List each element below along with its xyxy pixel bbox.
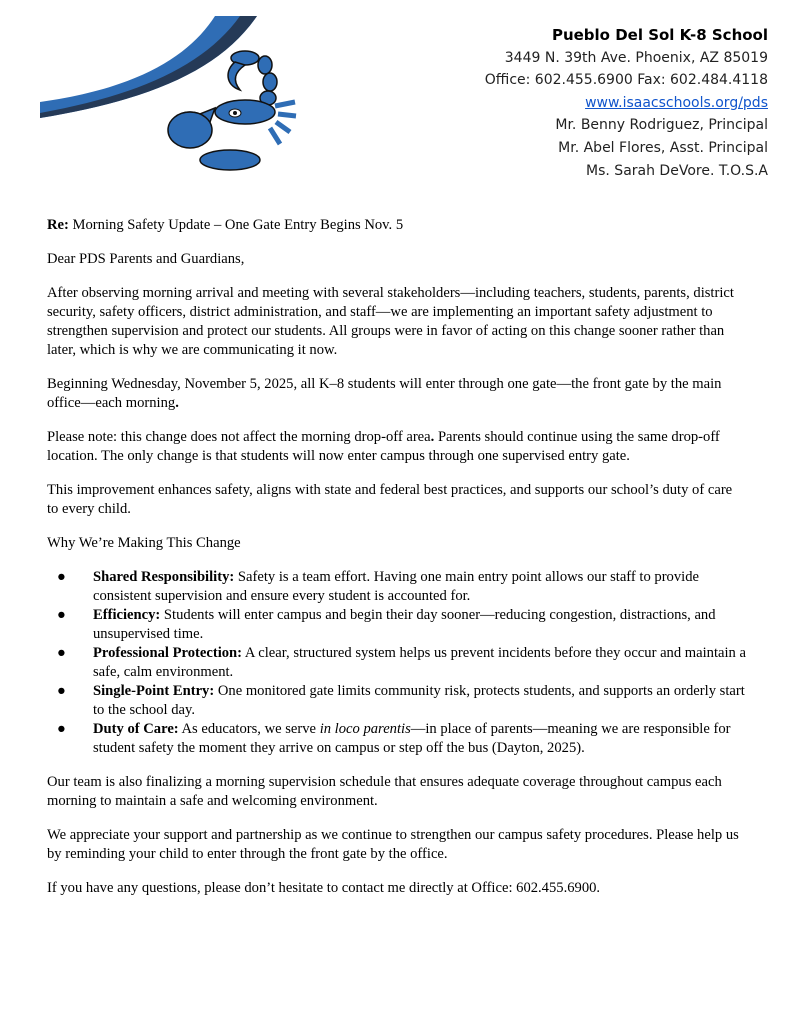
list-item [47, 644, 747, 682]
assistant-principal: Mr. Abel Flores, Asst. Principal [558, 139, 768, 156]
p2-end: . [175, 395, 179, 411]
p3-dot: . [430, 429, 435, 445]
bullet-icon: ● [57, 607, 66, 623]
bullet-title: Duty of Care: [93, 721, 179, 737]
bullet-text: As educators, we serve [178, 721, 320, 737]
tosa: Ms. Sarah DeVore. T.O.S.A [586, 162, 768, 179]
bullet-icon: ● [57, 645, 66, 661]
greeting: Dear PDS Parents and Guardians, [47, 251, 245, 267]
principal: Mr. Benny Rodriguez, Principal [555, 117, 768, 134]
bullet-text: Safety is a team effort. Having one main entry point allows our staff to provide consistent supervision and ensure every student is accounted for. [93, 569, 699, 604]
p2-text: Beginning Wednesday, November 5, 2025, all K–8 students will enter through one gate—the front gate by the main office—each morning [47, 376, 722, 411]
school-address: 3449 N. 39th Ave. Phoenix, AZ 85019 [504, 49, 768, 66]
paragraph-6: We appreciate your support and partnership as we continue to strengthen our campus safety procedures. Please help us by reminding your child to enter through the front gate by the office. [47, 827, 739, 862]
bullet-title: Single-Point Entry: [93, 683, 215, 699]
bullet-title: Efficiency: [93, 607, 161, 623]
list-item [47, 720, 747, 758]
bullet-text: A clear, structured system helps us prevent incidents before they occur and maintain a safe, calm environment. [93, 645, 746, 680]
bullet-title: Professional Protection: [93, 645, 243, 661]
p3-b: Parents should continue using the same drop-off location. The only change is that students will now enter campus through one supervised entry gate. [47, 429, 720, 464]
school-phone-fax: Office: 602.455.6900 Fax: 602.484.4118 [484, 72, 768, 89]
list-item [47, 606, 747, 644]
list-item [47, 682, 747, 720]
re-label: Re: [47, 217, 69, 233]
school-name: Pueblo Del Sol K-8 School [551, 26, 768, 44]
reasons-list [47, 568, 747, 758]
letter-body [47, 216, 747, 913]
school-logo-scorpion [40, 10, 300, 180]
paragraph-7: If you have any questions, please don’t hesitate to contact me directly at Office: 602.455.6900. [47, 880, 601, 896]
paragraph-1: After observing morning arrival and meeting with several stakeholders—including teachers, students, parents, district security, safety officers, district administration, and staff—we are implementing an important safety adjustment to strengthen supervision and protect our students. All groups were in favor of acting on this change sooner rather than later, which is why we are communicating it now. [47, 285, 734, 358]
list-item [47, 568, 747, 606]
paragraph-2 [47, 375, 747, 413]
bullet-icon: ● [57, 721, 66, 737]
school-website-link[interactable]: www.isaacschools.org/pds [585, 94, 768, 111]
paragraph-3 [47, 428, 747, 466]
school-header [485, 24, 768, 182]
bullet-title: Shared Responsibility: [93, 569, 235, 585]
paragraph-4: This improvement enhances safety, aligns with state and federal best practices, and supports our school’s duty of care to every child. [47, 482, 733, 517]
bullet-italic: in loco parentis [319, 721, 411, 737]
bullet-text: Students will enter campus and begin their day sooner—reducing congestion, distractions, and unsupervised time. [93, 607, 716, 642]
bullet-icon: ● [57, 569, 66, 585]
bullet-icon: ● [57, 683, 66, 699]
subject-line [47, 216, 747, 235]
paragraph-5: Our team is also finalizing a morning supervision schedule that ensures adequate coverage throughout campus each morning to maintain a safe and welcoming environment. [47, 774, 722, 809]
bullet-text: —in place of parents—meaning we are responsible for student safety the moment they arrive on campus or step off the bus (Dayton, 2025). [93, 721, 731, 756]
bullet-text: One monitored gate limits community risk, protects students, and supports an orderly start to the school day. [93, 683, 745, 718]
why-heading: Why We’re Making This Change [47, 535, 241, 551]
re-text: Morning Safety Update – One Gate Entry Begins Nov. 5 [68, 217, 404, 233]
p3-a: Please note: this change does not affect the morning drop-off area [47, 429, 431, 445]
